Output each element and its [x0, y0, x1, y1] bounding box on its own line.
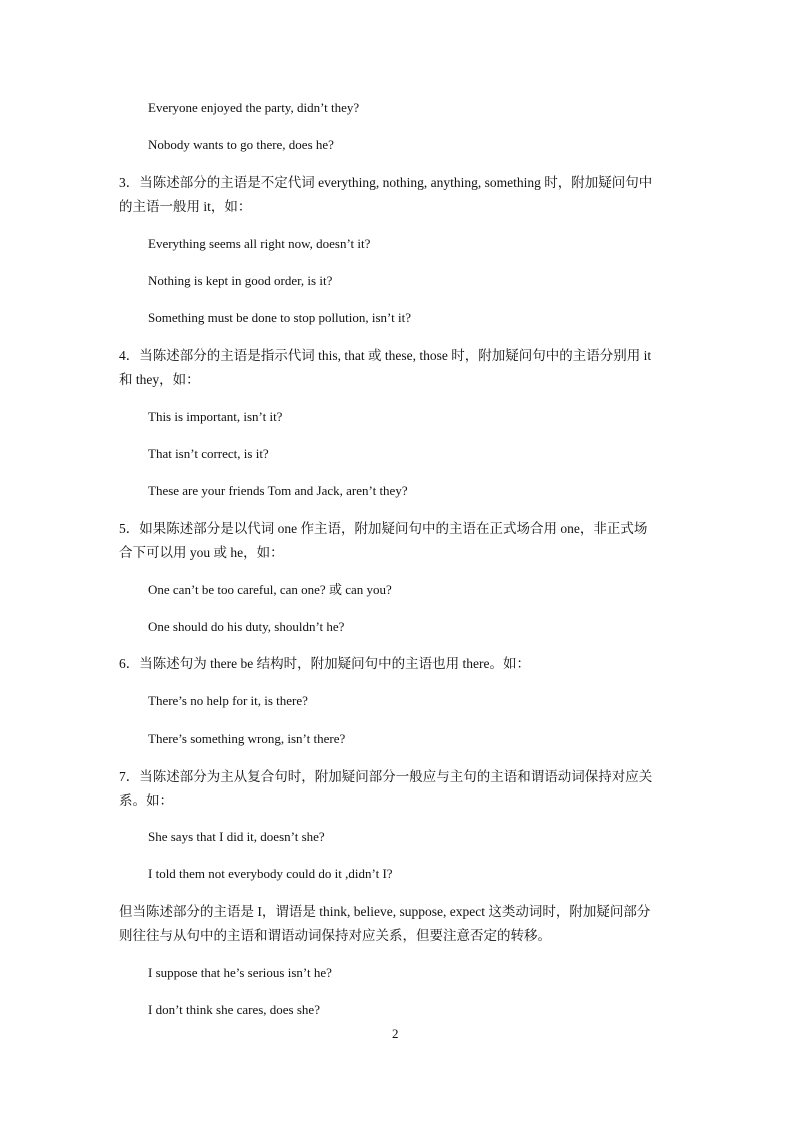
- rule-text: 和 they，如：: [119, 372, 200, 387]
- example-line: One should do his duty, shouldn’t he?: [148, 619, 345, 634]
- example-line: That isn’t correct, is it?: [148, 446, 269, 461]
- rule-text: 系。如：: [119, 793, 173, 808]
- rule-text: 7．当陈述部分为主从复合句时，附加疑问部分一般应与主句的主语和谓语动词保持对应关: [119, 769, 653, 784]
- rule-text: 的主语一般用 it，如：: [119, 199, 252, 214]
- rule-text: 3．当陈述部分的主语是不定代词 everything, nothing, anything, something 时，附加疑问句中: [119, 175, 653, 190]
- example-line: I suppose that he’s serious isn’t he?: [148, 965, 332, 980]
- example-line: Something must be done to stop pollution, isn’t it?: [148, 310, 412, 325]
- example-line: Nothing is kept in good order, is it?: [148, 273, 333, 288]
- rule-text: 5．如果陈述部分是以代词 one 作主语，附加疑问句中的主语在正式场合用 one，非正式场: [119, 521, 648, 536]
- example-line: Everything seems all right now, doesn’t it?: [148, 236, 371, 251]
- example-line: Nobody wants to go there, does he?: [148, 137, 334, 152]
- page-number: 2: [392, 1026, 399, 1041]
- rule-text: 合下可以用 you 或 he，如：: [119, 545, 284, 560]
- example-line: Everyone enjoyed the party, didn’t they?: [148, 100, 360, 115]
- example-line: I don’t think she cares, does she?: [148, 1002, 320, 1017]
- example-line: This is important, isn’t it?: [148, 409, 283, 424]
- example-line: I told them not everybody could do it ,didn’t I?: [148, 866, 393, 881]
- rule-text: 但当陈述部分的主语是 I，谓语是 think, believe, suppose, expect 这类动词时，附加疑问部分: [119, 904, 651, 919]
- example-line: There’s no help for it, is there?: [148, 693, 308, 708]
- rule-text: 6．当陈述句为 there be 结构时，附加疑问句中的主语也用 there。如：: [119, 656, 530, 671]
- example-line: There’s something wrong, isn’t there?: [148, 731, 346, 746]
- example-line: These are your friends Tom and Jack, aren’t they?: [148, 483, 408, 498]
- example-line: She says that I did it, doesn’t she?: [148, 829, 325, 844]
- rule-text: 则往往与从句中的主语和谓语动词保持对应关系，但要注意否定的转移。: [119, 928, 551, 943]
- rule-text: 4．当陈述部分的主语是指示代词 this, that 或 these, those 时，附加疑问句中的主语分别用 it: [119, 348, 652, 363]
- example-line: One can’t be too careful, can one? 或 can you?: [148, 582, 392, 597]
